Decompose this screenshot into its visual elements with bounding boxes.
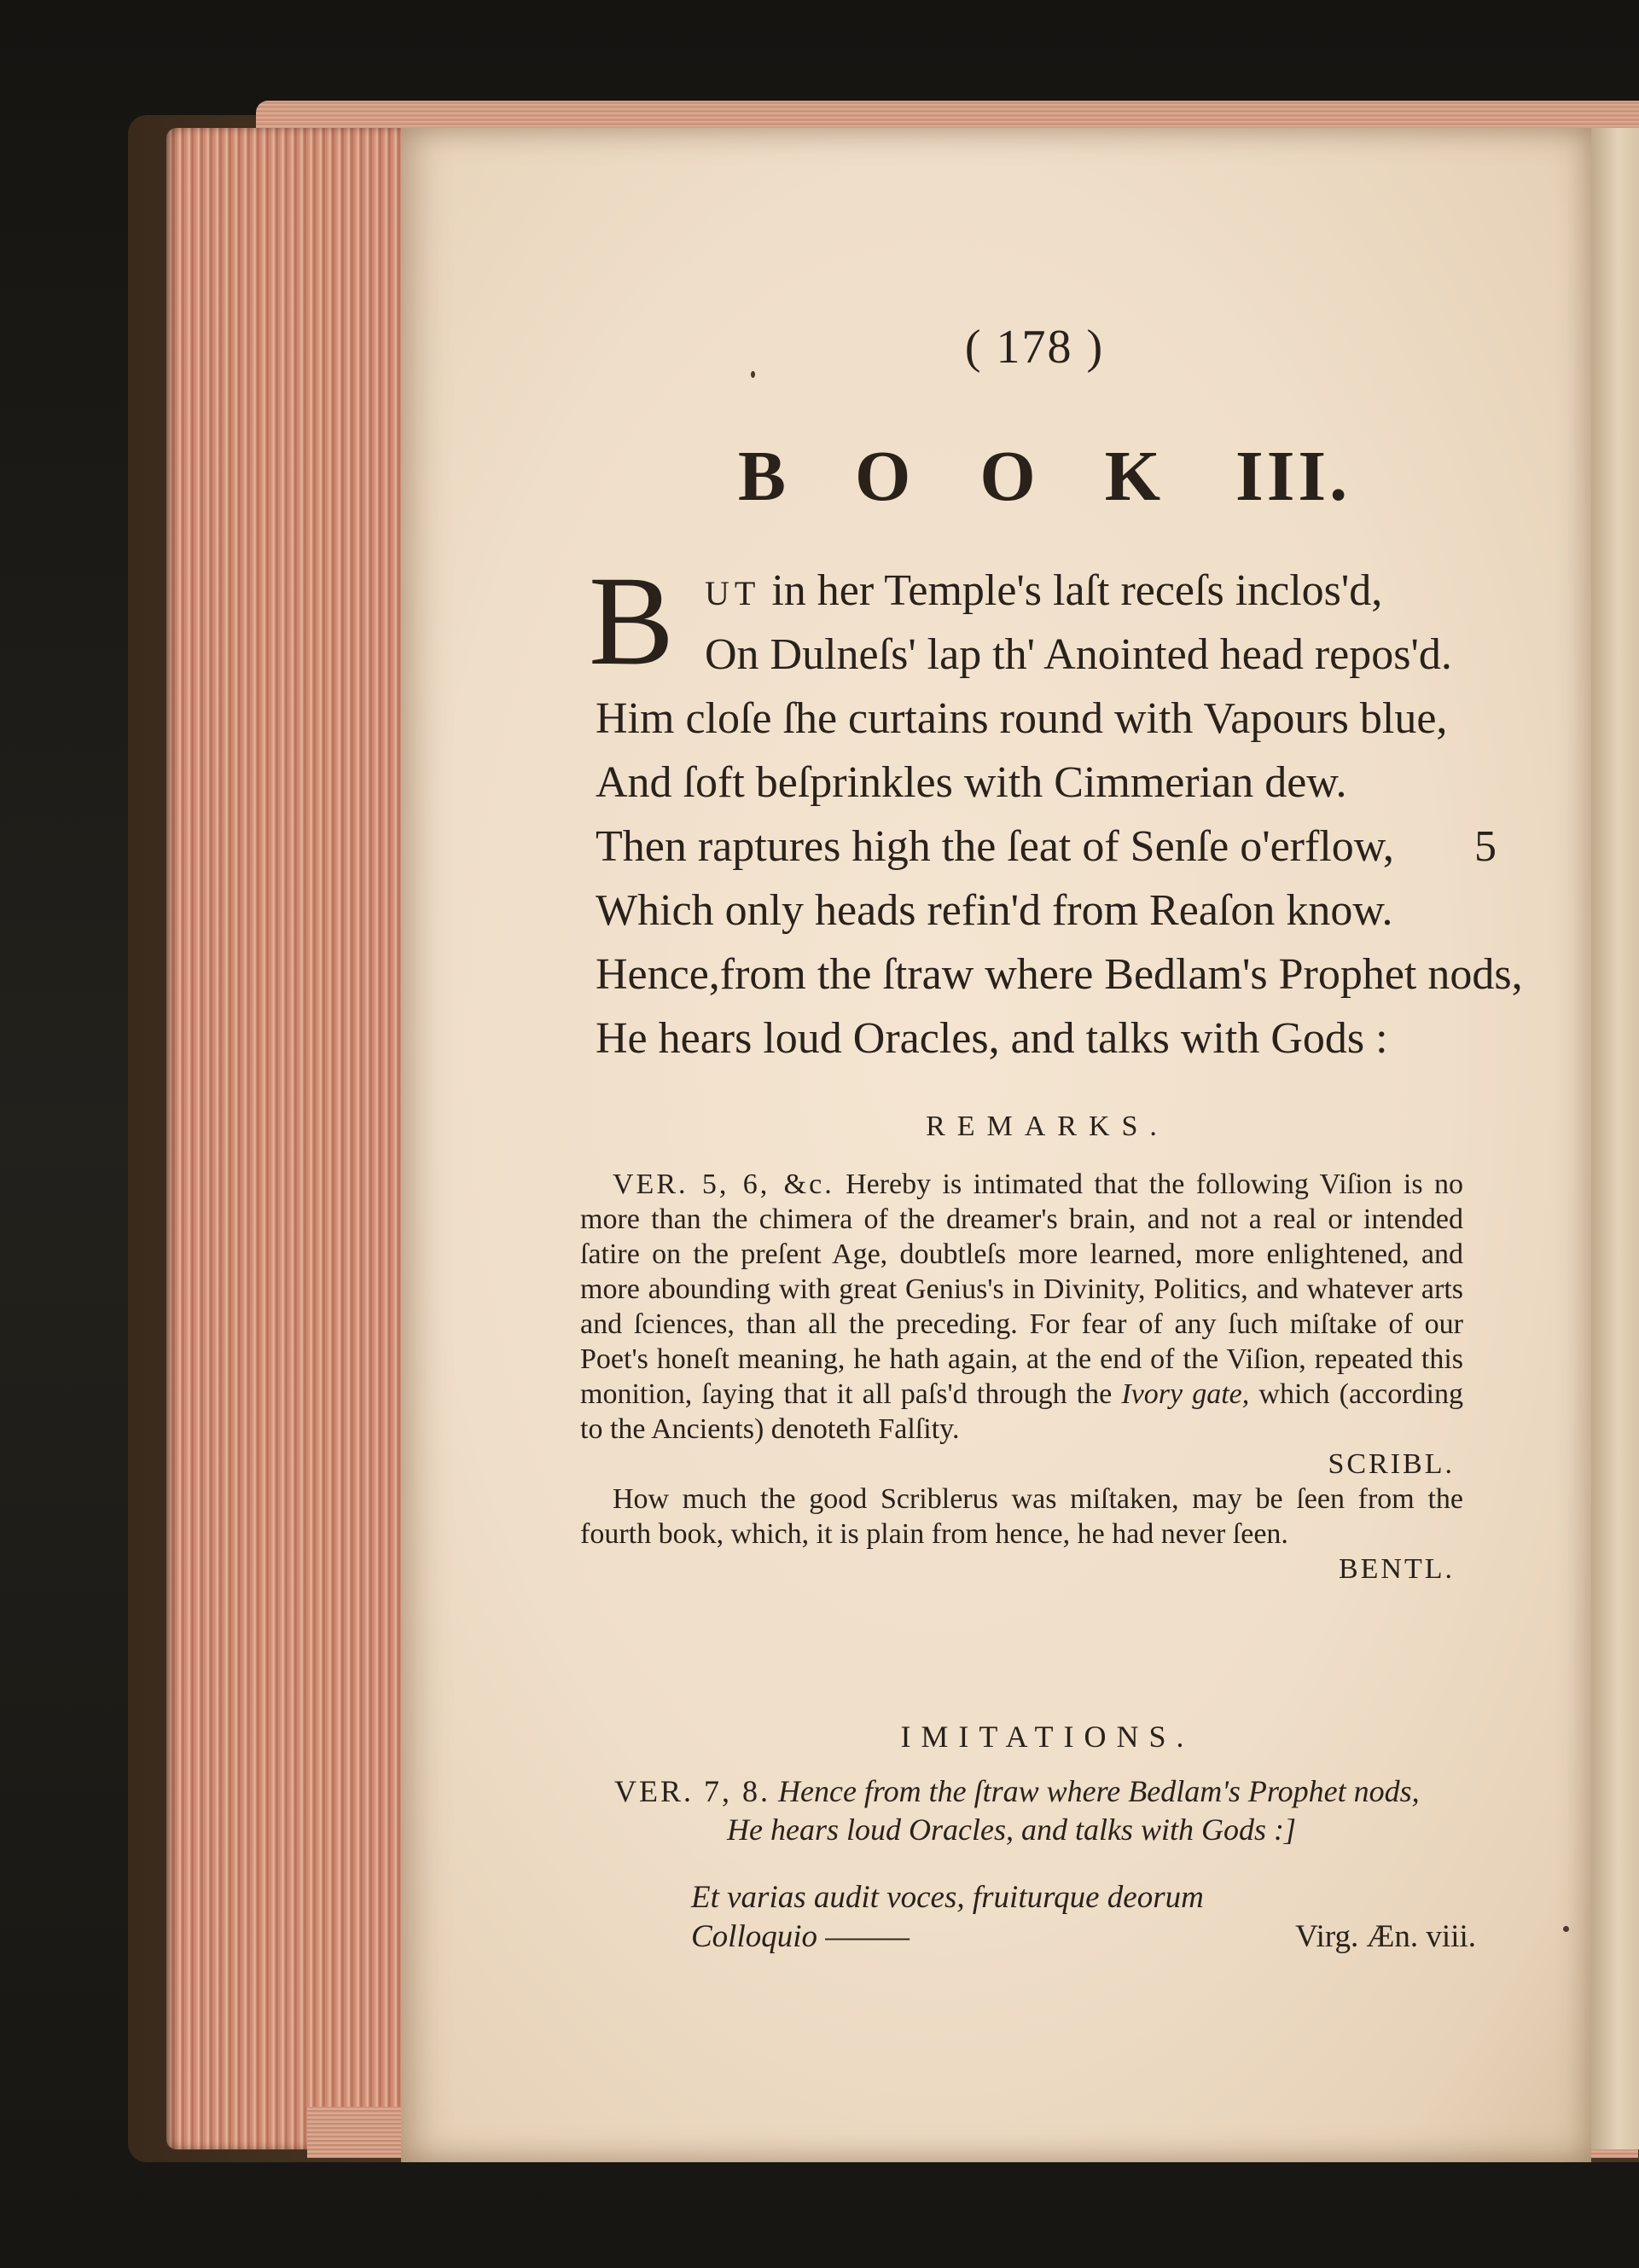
verse-line-1-caps: UT xyxy=(705,574,761,612)
page-edges-side xyxy=(166,128,414,2149)
drop-cap: B xyxy=(589,550,675,692)
latin-line-2: Colloquio ——— xyxy=(691,1919,910,1954)
verse-line-5 xyxy=(596,815,1534,879)
verse-line-2: On Dulneſs' lap th' Anointed head repos'd. xyxy=(705,630,1452,679)
verse-line-4: And ſoft beſprinkles with Cimmerian dew. xyxy=(596,758,1347,807)
latin-line-1: Et varias audit voces, fruiturque deorum xyxy=(691,1880,1204,1915)
verse-line-7: Hence,from the ſtraw where Bedlam's Prophet nods, xyxy=(596,950,1523,999)
ink-speck xyxy=(751,371,755,378)
latin-line-2-row xyxy=(691,1917,1476,1957)
book-heading-number: III. xyxy=(1235,437,1351,516)
verse-line-3: Him cloſe ſhe curtains round with Vapours blue, xyxy=(596,694,1448,743)
remark-verse-ref: VER. 5, 6, &c. xyxy=(613,1169,834,1200)
imitation-line-1 xyxy=(614,1772,1468,1811)
verse-line-6: Which only heads refin'd from Reaſon know. xyxy=(596,886,1393,935)
book-heading-word: B O O K xyxy=(738,437,1187,516)
remark-note-1 xyxy=(580,1167,1463,1447)
page-number: ( 178 ) xyxy=(964,321,1105,374)
imitation-verse-ref: VER. 7, 8. xyxy=(614,1774,770,1808)
remark-note-1-text-b: which (according to the Ancients) denoteth Falſity. xyxy=(580,1378,1464,1445)
book-page xyxy=(401,128,1591,2162)
remarks-heading: REMARKS. xyxy=(926,1111,1169,1142)
imitation-quote xyxy=(614,1772,1468,1849)
imitations-heading: IMITATIONS. xyxy=(900,1720,1194,1754)
signature-scribl: SCRIBL. xyxy=(1328,1448,1455,1480)
verse-line-8: He hears loud Oracles, and talks with Gods : xyxy=(596,1014,1388,1063)
verse-line-1-text: in her Temple's laſt receſs inclos'd, xyxy=(771,566,1383,615)
signature-bentl: BENTL. xyxy=(1338,1553,1455,1585)
facing-page xyxy=(1587,128,1639,2149)
verse-line-5-text: Then raptures high the ſeat of Senſe o'erflow, xyxy=(596,822,1394,871)
latin-citation: Virg. Æn. viii. xyxy=(1295,1919,1476,1954)
book-heading xyxy=(738,435,1351,518)
poem-verse xyxy=(589,550,1534,1070)
latin-source xyxy=(691,1878,1476,1957)
imitation-quote-1: Hence from the ſtraw where Bedlam's Prophet nods, xyxy=(778,1774,1420,1808)
remark-note-1-italic: Ivory gate, xyxy=(1121,1378,1250,1410)
remarks-notes xyxy=(580,1167,1463,1586)
remark-note-2: How much the good Scriblerus was miſtaken, may be ſeen from the fourth book, which, it is plain from hence, he had never ſeen. xyxy=(580,1483,1463,1550)
remark-note-1-text-a: Hereby is intimated that the following Viſion is no more than the chimera of the dreamer's brain, and not a real or intended ſatire on the preſent Age, doubtleſs more learned, more enlightened, and more abounding with great Genius's in Divinity, Politics, and whatever arts and ſciences, than all the preceding. For fear of any ſuch miſtake of our Poet's honeſt meaning, he hath again, at the end of the Viſion, repeated this monition, ſaying that it all paſs'd through the xyxy=(580,1169,1463,1410)
line-number: 5 xyxy=(1474,822,1497,871)
ink-speck xyxy=(1563,1926,1569,1932)
imitation-quote-2: He hears loud Oracles, and talks with Gods :] xyxy=(727,1813,1296,1847)
